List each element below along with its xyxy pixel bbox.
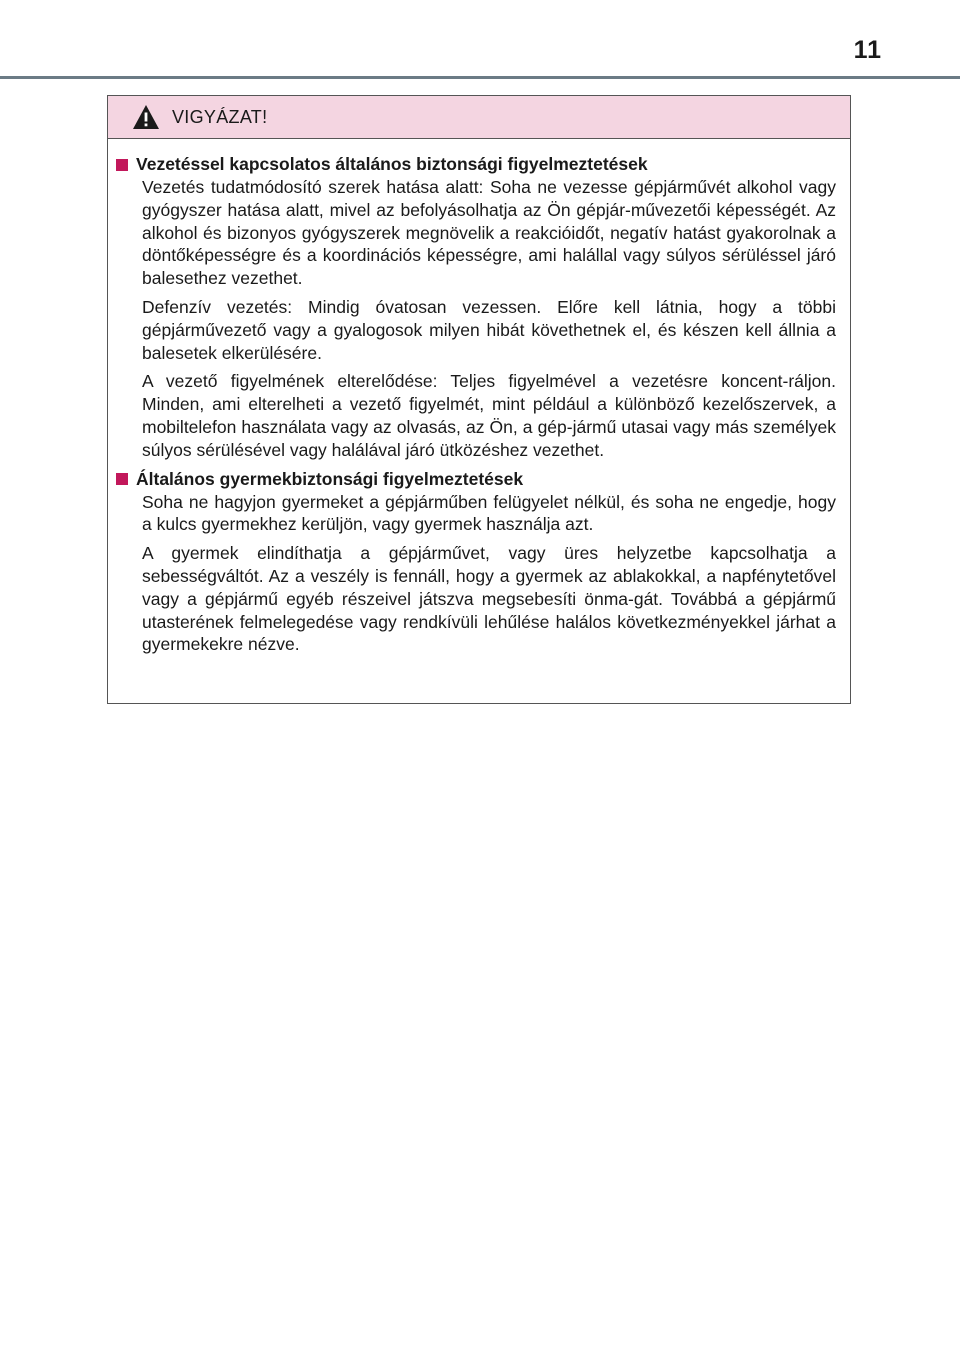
- section-heading-child-safety: [116, 468, 836, 491]
- warning-triangle-icon: [132, 104, 160, 130]
- square-bullet-icon: [116, 473, 128, 485]
- paragraph-intoxication: Vezetés tudatmódosító szerek hatása alatt: Soha ne vezesse gépjárművét alkohol vagy gyógyszer hatása alatt, mivel az befolyásolhatja az Ön gépjár-művezetői képességét. Az alkohol és bizonyos gyógyszerek megnövelik a reakcióidőt, negatív hatást gyakorolnak a döntőképességre és a koordinációs képességre, ami halállal vagy súlyos sérüléssel járó balesethez vezethet.: [142, 177, 836, 289]
- warning-box: [107, 95, 851, 704]
- page-number: 11: [853, 36, 882, 64]
- warning-title: VIGYÁZAT!: [172, 106, 268, 127]
- paragraph-child-dangers: A gyermek elindíthatja a gépjárművet, vagy üres helyzetbe kapcsolhatja a sebességváltót. Az a veszély is fennáll, hogy a gyermek az ablakokkal, a napfénytetővel vagy a gépjármű egyéb részeivel játszva megsebesíti önma-gát. Továbbá a gépjármű utasterének felmelegedése vagy rendkívüli lehűlése halálos következményekkel járhat a gyermekekre nézve.: [142, 543, 836, 655]
- header-rule: [0, 76, 960, 79]
- section-heading-driving: [116, 153, 836, 176]
- paragraph-child-unattended: Soha ne hagyjon gyermeket a gépjárműben felügyelet nélkül, és soha ne engedje, hogy a kulcs gyermekhez kerüljön, vagy gyermek használja azt.: [142, 491, 836, 535]
- square-bullet-icon: [116, 159, 128, 171]
- section-heading-text: Vezetéssel kapcsolatos általános biztonsági figyelmeztetések: [136, 154, 648, 174]
- paragraph-distraction: A vezető figyelmének elterelődése: Teljes figyelmével a vezetésre koncent-ráljon. Minden, ami elterelheti a vezető figyelmét, mint például a különböző kezelőszervek, a mobiltelefon használata vagy az olvasás, az Ön, a gép-jármű utasai vagy más személyek súlyos sérülésével vagy halálával járó ütközéshez vezethet.: [142, 371, 836, 460]
- warning-body: [108, 139, 850, 656]
- section-heading-text: Általános gyermekbiztonsági figyelmeztetések: [136, 468, 524, 489]
- warning-header: [108, 96, 850, 139]
- paragraph-defensive-driving: Defenzív vezetés: Mindig óvatosan vezessen. Előre kell látnia, hogy a többi gépjárművezető vagy a gyalogosok milyen hibát követhetnek el, és készen kell állnia a balesetek elkerülésére.: [142, 296, 836, 363]
